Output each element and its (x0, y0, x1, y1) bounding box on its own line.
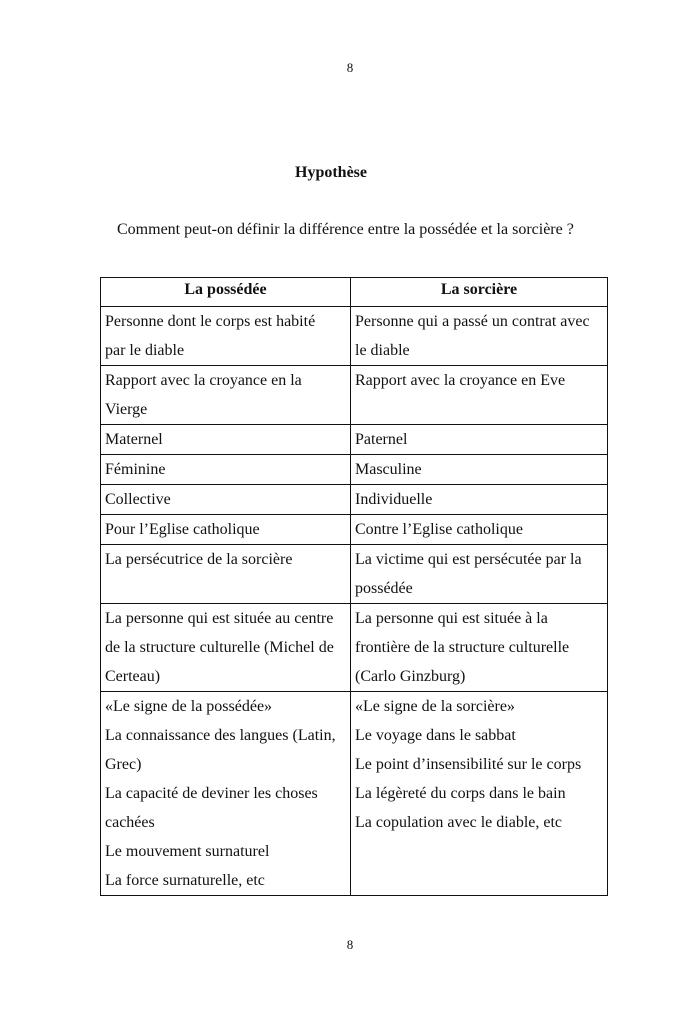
cell-line: Certeau) (105, 668, 161, 685)
cell-line: Pour l’Eglise catholique (105, 521, 260, 538)
table-row (101, 604, 608, 692)
cell-line: Individuelle (355, 491, 433, 508)
cell-possedee (101, 455, 351, 485)
cell-sorciere (351, 307, 608, 366)
header-sorciere: La sorcière (351, 278, 608, 307)
table-body (101, 307, 608, 896)
page-number-top: 8 (346, 60, 354, 75)
table-row (101, 307, 608, 366)
cell-line: La copulation avec le diable, etc (355, 814, 563, 831)
cell-line: Contre l’Eglise catholique (355, 521, 523, 538)
cell-sorciere (351, 425, 608, 455)
cell-possedee (101, 692, 351, 896)
cell-line: Collective (105, 491, 171, 508)
cell-possedee (101, 515, 351, 545)
table-row (101, 515, 608, 545)
cell-possedee (101, 485, 351, 515)
cell-sorciere (351, 692, 608, 896)
cell-line: La légèreté du corps dans le bain (355, 785, 566, 802)
cell-possedee (101, 366, 351, 425)
cell-line: Féminine (105, 461, 166, 478)
cell-line: «Le signe de la sorcière» (355, 698, 515, 715)
cell-possedee (101, 425, 351, 455)
cell-line: La capacité de deviner les choses (105, 785, 318, 802)
table-row (101, 692, 608, 896)
section-heading: Hypothèse (295, 164, 367, 181)
cell-line: La persécutrice de la sorcière (105, 551, 293, 568)
cell-line: Vierge (105, 401, 148, 418)
cell-line: La personne qui est située à la (355, 610, 548, 627)
table-row (101, 455, 608, 485)
cell-line: par le diable (105, 342, 185, 359)
table-header-row (101, 278, 608, 307)
cell-line: La victime qui est persécutée par la (355, 551, 582, 568)
table-row (101, 366, 608, 425)
cell-line: le diable (355, 342, 410, 359)
table-row (101, 545, 608, 604)
research-question: Comment peut-on définir la différence entre la possédée et la sorcière ? (117, 221, 574, 238)
cell-line: cachées (105, 814, 155, 831)
cell-line: La force surnaturelle, etc (105, 872, 265, 889)
cell-line: Le point d’insensibilité sur le corps (355, 756, 582, 773)
cell-line: frontière de la structure culturelle (355, 639, 570, 656)
cell-line: Personne qui a passé un contrat avec (355, 313, 590, 330)
cell-sorciere (351, 455, 608, 485)
cell-possedee (101, 545, 351, 604)
table-row (101, 425, 608, 455)
cell-line: La personne qui est située au centre (105, 610, 334, 627)
cell-sorciere (351, 604, 608, 692)
table-row (101, 485, 608, 515)
cell-line: Personne dont le corps est habité (105, 313, 316, 330)
cell-possedee (101, 604, 351, 692)
cell-line: possédée (355, 580, 413, 597)
cell-line: Le mouvement surnaturel (105, 843, 270, 860)
cell-line: de la structure culturelle (Michel de (105, 639, 334, 656)
cell-line: Masculine (355, 461, 422, 478)
cell-sorciere (351, 515, 608, 545)
comparison-table (100, 277, 608, 896)
cell-line: La connaissance des langues (Latin, (105, 727, 336, 744)
page-number-bottom: 8 (346, 937, 354, 952)
header-possedee: La possédée (101, 278, 351, 307)
cell-line: (Carlo Ginzburg) (355, 668, 466, 685)
cell-line: Le voyage dans le sabbat (355, 727, 516, 744)
cell-line: Grec) (105, 756, 142, 773)
cell-possedee (101, 307, 351, 366)
cell-line: Maternel (105, 431, 163, 448)
cell-line: Paternel (355, 431, 408, 448)
cell-line: Rapport avec la croyance en la (105, 372, 302, 389)
cell-sorciere (351, 485, 608, 515)
cell-line: «Le signe de la possédée» (105, 698, 273, 715)
cell-sorciere (351, 545, 608, 604)
cell-line: Rapport avec la croyance en Eve (355, 372, 566, 389)
cell-sorciere (351, 366, 608, 425)
